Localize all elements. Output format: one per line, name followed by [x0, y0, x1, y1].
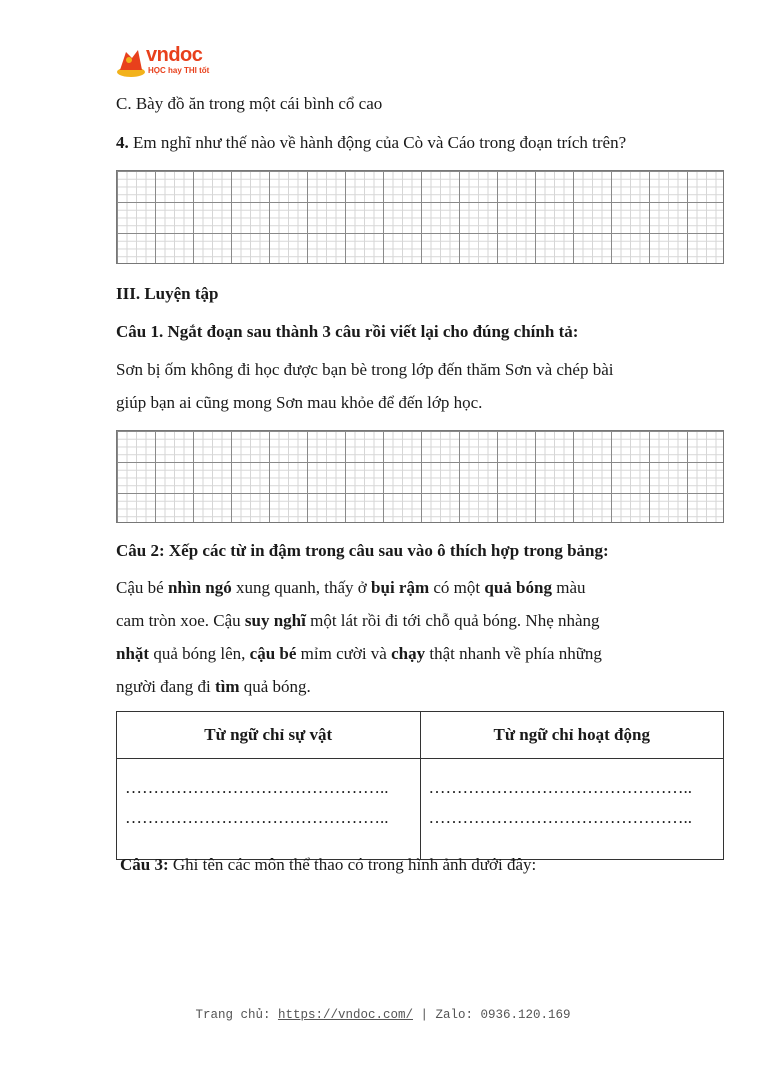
passage-text: mỉm cười và [296, 644, 392, 663]
bold-word: nhặt [116, 644, 150, 663]
cau1-paragraph-line1: Sơn bị ốm không đi học được bạn bè trong lớp đến thăm Sơn và chép bài [116, 360, 614, 379]
homepage-link[interactable]: https://vndoc.com/ [277, 1008, 413, 1022]
passage-text: quả bóng. [239, 677, 311, 696]
classification-table [116, 711, 724, 860]
answer-cell-actions[interactable] [420, 759, 724, 860]
passage-text: cam tròn xoe. Cậu [116, 611, 245, 630]
dotted-line: ……………………………………….. [428, 778, 692, 797]
bold-word: bụi rậm [371, 578, 430, 597]
dotted-line: ……………………………………….. [125, 808, 389, 827]
bold-word: tìm [214, 677, 240, 696]
passage-text: người đang đi [116, 677, 215, 696]
column-header-things: Từ ngữ chỉ sự vật [117, 712, 421, 759]
question-3 [120, 855, 536, 875]
passage-line3 [116, 644, 602, 664]
bold-word: suy nghĩ [244, 611, 306, 630]
bold-word: nhìn ngó [167, 578, 232, 597]
passage-text: một lát rồi đi tới chỗ quả bóng. Nhẹ nhàng [305, 611, 600, 630]
column-header-actions: Từ ngữ chỉ hoạt động [420, 712, 724, 759]
passage-text: thật nhanh về phía những [425, 644, 602, 663]
passage-text: quả bóng lên, [149, 644, 250, 663]
logo-tagline: HỌC hay THI tốt [148, 66, 210, 75]
footer-prefix: Trang chủ: [195, 1008, 278, 1022]
passage-line4 [116, 677, 311, 697]
question-4 [116, 133, 626, 153]
passage-text: Cậu bé [116, 578, 168, 597]
question-3-label: Câu 3: [120, 855, 169, 874]
passage-text: màu [551, 578, 586, 597]
question-4-text: Em nghĩ như thế nào về hành động của Cò và Cáo trong đoạn trích trên? [128, 133, 627, 152]
passage-text: xung quanh, thấy ở [231, 578, 372, 597]
cau1-heading: Câu 1. Ngắt đoạn sau thành 3 câu rồi viết lại cho đúng chính tả: [116, 322, 579, 341]
passage-line1 [116, 578, 586, 598]
passage-line2 [116, 611, 600, 631]
dotted-line: ……………………………………….. [428, 808, 692, 827]
cau2-heading: Câu 2: Xếp các từ in đậm trong câu sau vào ô thích hợp trong bảng: [116, 541, 609, 560]
bold-word: quả bóng [484, 578, 552, 597]
page-footer [0, 1008, 766, 1022]
cau1-paragraph-line2: giúp bạn ai cũng mong Sơn mau khỏe để đến lớp học. [116, 393, 483, 412]
question-4-number: 4. [116, 133, 129, 152]
writing-grid-1[interactable] [116, 170, 724, 264]
vndoc-logo [116, 44, 216, 80]
question-3-text: Ghi tên các môn thể thao có trong hình ảnh dưới đây: [168, 855, 537, 874]
logo-brand: vndoc [146, 44, 203, 66]
dotted-line: ……………………………………….. [125, 778, 389, 797]
answer-cell-things[interactable] [117, 759, 421, 860]
bold-word: chạy [391, 644, 426, 663]
bold-word: cậu bé [249, 644, 297, 663]
writing-grid-2[interactable] [116, 430, 724, 523]
section-title: III. Luyện tập [116, 284, 219, 303]
option-c: C. Bày đồ ăn trong một cái bình cổ cao [116, 94, 383, 113]
mascot-icon [116, 44, 146, 78]
footer-contact: | Zalo: 0936.120.169 [413, 1008, 571, 1022]
passage-text: có một [429, 578, 485, 597]
